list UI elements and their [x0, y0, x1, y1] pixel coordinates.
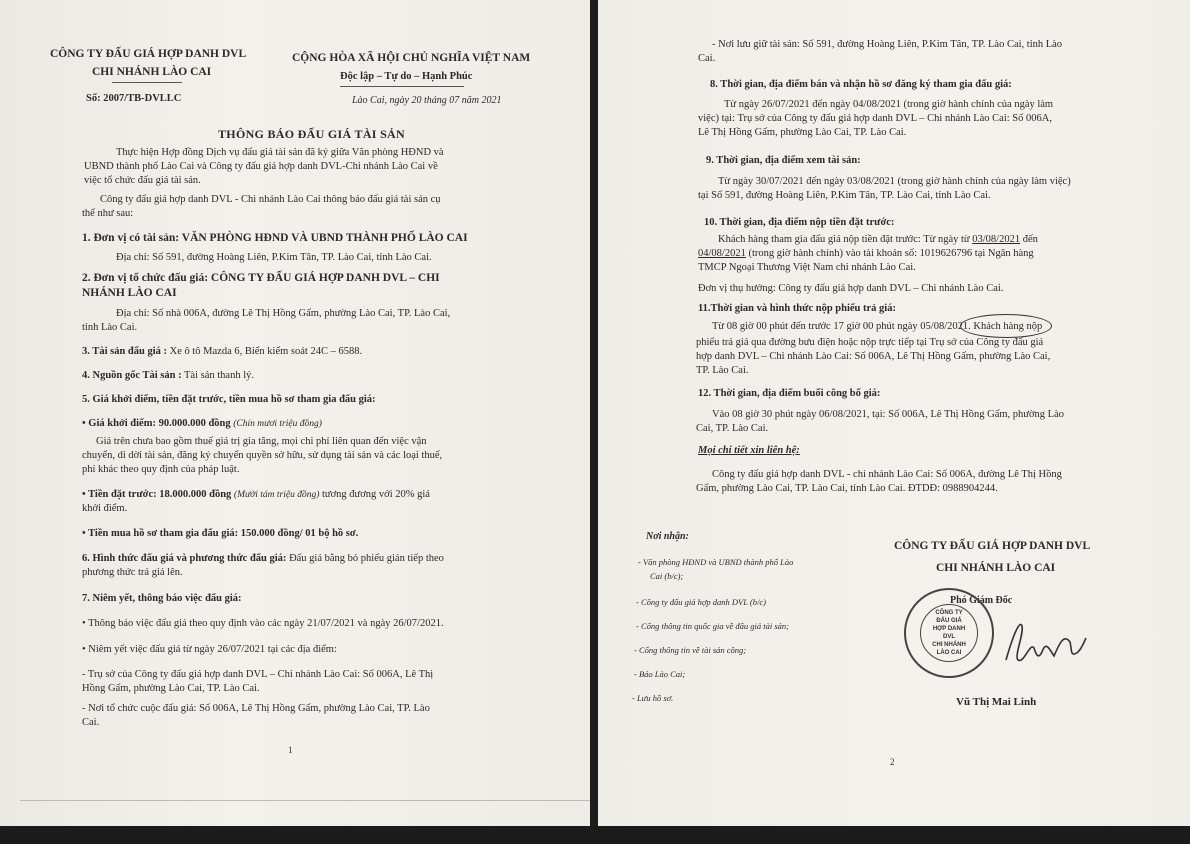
section-11-text: TP. Lào Cai.	[696, 365, 749, 376]
handwritten-circle	[960, 314, 1052, 338]
section-8-text: việc) tại: Trụ sở của Công ty đấu giá hợp danh DVL – Chi nhánh Lào Cai: Số 006A,	[698, 113, 1052, 124]
section-12-text: Vào 08 giờ 30 phút ngày 06/08/2021, tại: Số 006A, Lê Thị Hồng Gấm, phường Lào	[712, 409, 1064, 420]
intro-line: UBND thành phố Lào Cai và Công ty đấu giá hợp danh DVL-Chi nhánh Lào Cai về	[84, 161, 438, 172]
section-10-text-c: đến	[1022, 234, 1038, 245]
signature-branch: CHI NHÁNH LÀO CAI	[936, 562, 1056, 574]
section-12-title: 12. Thời gian, địa điểm buổi công bố giá:	[698, 388, 881, 399]
section-2-address: Địa chỉ: Số nhà 006A, đường Lê Thị Hồng Gấm, phường Lào Cai, TP. Lào Cai,	[116, 308, 451, 319]
section-7-title: 7. Niêm yết, thông báo việc đấu giá:	[82, 593, 242, 604]
section-10-text: TMCP Ngoại Thương Việt Nam chi nhánh Lào Cai.	[698, 262, 916, 273]
section-2-title: NHÁNH LÀO CAI	[82, 287, 177, 299]
seal-text: CÔNG TY	[935, 610, 963, 616]
signature-role: Phó Giám Đốc	[950, 595, 1013, 606]
recipient-item: - Lưu hồ sơ.	[632, 693, 674, 703]
price-note: chuyển, di dời tài sản, đăng ký chuyển quyền sở hữu, sử dụng tài sản và các loại thuế,	[82, 450, 443, 461]
storage-place: - Nơi lưu giữ tài sản: Số 591, đường Hoàng Liên, P.Kim Tân, TP. Lào Cai, tỉnh Lào	[712, 39, 1063, 50]
price-note: Giá trên chưa bao gồm thuế giá trị gia tăng, mọi chi phí liên quan đến việc vận	[96, 436, 427, 447]
intro-line: thể như sau:	[82, 208, 134, 219]
motto-underline	[340, 86, 464, 87]
recipient-item: - Cổng thông tin về tài sản công;	[634, 645, 747, 655]
section-8-title: 8. Thời gian, địa điểm bán và nhận hồ sơ đăng ký tham gia đấu giá:	[710, 79, 1012, 90]
section-1-address: Địa chỉ: Số 591, đường Hoàng Liên, P.Kim Tân, TP. Lào Cai, tỉnh Lào Cai.	[116, 252, 432, 263]
deposit-words: (Mười tám triệu đồng)	[233, 490, 320, 500]
section-4-detail: Tài sản thanh lý.	[181, 370, 254, 381]
section-10-account: (trong giờ hành chính) vào tài khoản số: 1019626796 tại Ngân hàng	[748, 248, 1034, 259]
deposit	[82, 488, 430, 502]
section-11-text-c: Khách hàng nộp	[973, 321, 1043, 332]
page-number: 2	[890, 757, 895, 767]
section-11-text-a: Từ 08 giờ 00 phút đến trước 17 giờ 00 phút ngày	[712, 321, 918, 332]
recipient-item: - Công ty đấu giá hợp danh DVL (b/c)	[636, 597, 766, 607]
section-12-text: Cai, TP. Lào Cai.	[696, 423, 769, 434]
section-3-label: 3. Tài sản đấu giá :	[82, 346, 167, 357]
posting-place: - Nơi tổ chức cuộc đấu giá: Số 006A, Lê Thị Hồng Gấm, phường Lào Cai, TP. Lào	[82, 703, 430, 714]
dossier-fee: • Tiền mua hồ sơ tham gia đấu giá: 150.000 đồng/ 01 bộ hồ sơ.	[82, 528, 359, 539]
price-note: phí khác theo quy định của pháp luật.	[82, 464, 240, 475]
deposit-line-2: khởi điểm.	[82, 503, 128, 514]
section-11-text: hợp danh DVL – Chi nhánh Lào Cai: Số 006A, Lê Thị Hồng Gấm, phường Lào Cai,	[696, 351, 1051, 362]
document-page-1	[0, 0, 590, 844]
section-10-text-a: Khách hàng tham gia đấu giá nộp tiền đặt trước: Từ ngày từ	[718, 234, 970, 245]
section-5-title: 5. Giá khởi điểm, tiền đặt trước, tiền mua hồ sơ tham gia đấu giá:	[82, 394, 376, 405]
seal-text: HỢP DANH	[932, 626, 966, 632]
contact-text: Gấm, phường Lào Cai, TP. Lào Cai, tỉnh Lào Cai. ĐTDĐ: 0988904244.	[696, 483, 998, 494]
storage-place: Cai.	[698, 53, 716, 64]
posting-place: Cai.	[82, 717, 100, 728]
notice-bullet: • Niêm yết việc đấu giá từ ngày 26/07/2021 tại các địa điểm:	[82, 644, 337, 655]
deposit-tail: tương đương với 20% giá	[322, 489, 430, 500]
page-number: 1	[288, 745, 293, 755]
seal-text: CHI NHÁNH	[932, 642, 966, 648]
section-6-text: Đấu giá bằng bỏ phiếu gián tiếp theo	[289, 553, 444, 564]
section-3-asset	[82, 345, 362, 358]
deposit-start-date: 03/08/2021	[972, 234, 1021, 245]
posting-place: Hồng Gấm, phường Lào Cai, TP. Lào Cai.	[82, 683, 260, 694]
handwritten-signature	[1000, 612, 1090, 672]
section-9-text: tại Số 591, đường Hoàng Liên, P.Kim Tân, TP. Lào Cai, tỉnh Lào Cai.	[698, 190, 991, 201]
document-page-2	[598, 0, 1190, 844]
section-4-origin	[82, 369, 254, 382]
section-8-text: Từ ngày 26/07/2021 đến ngày 04/08/2021 (trong giờ hành chính của ngày làm	[724, 99, 1054, 110]
section-8-text: Lê Thị Hồng Gấm, phường Lào Cai, TP. Lào Cai.	[698, 127, 907, 138]
recipient-item: - Báo Lào Cai;	[634, 669, 686, 679]
deposit-end-date: 04/08/2021	[698, 248, 746, 259]
starting-price-value: • Giá khởi điểm: 90.000.000 đồng	[82, 418, 231, 429]
bid-deadline-date: 05/08/2021.	[920, 321, 971, 332]
contact-text: Công ty đấu giá hợp danh DVL - chi nhánh Lào Cai: Số 006A, đường Lê Thị Hồng	[712, 469, 1062, 480]
section-4-label: 4. Nguồn gốc Tài sản :	[82, 370, 182, 381]
company-name: CÔNG TY ĐẤU GIÁ HỢP DANH DVL	[50, 48, 247, 60]
section-1-title: 1. Đơn vị có tài sản: VĂN PHÒNG HĐND VÀ UBND THÀNH PHỐ LÀO CAI	[82, 232, 468, 244]
recipients-title: Nơi nhận:	[646, 531, 689, 542]
section-11-text: phiếu trả giá qua đường bưu điện hoặc nộp trực tiếp tại Trụ sở của Công ty đấu giá	[696, 337, 1044, 348]
section-3-detail: Xe ô tô Mazda 6, Biển kiểm soát 24C – 6588.	[167, 346, 363, 357]
deposit-value: • Tiền đặt trước: 18.000.000 đồng	[82, 489, 232, 500]
beneficiary: Đơn vị thụ hưởng: Công ty đấu giá hợp danh DVL – Chi nhánh Lào Cai.	[698, 283, 1004, 294]
seal-text: ĐẤU GIÁ	[936, 618, 962, 624]
signature-company: CÔNG TY ĐẤU GIÁ HỢP DANH DVL	[894, 540, 1091, 552]
recipient-item: - Cổng thông tin quốc gia về đấu giá tài sản;	[636, 621, 789, 631]
intro-line: việc tổ chức đấu giá tài sản.	[84, 175, 201, 186]
header-underline	[112, 82, 182, 83]
section-6-title: 6. Hình thức đấu giá và phương thức đấu giá:	[82, 553, 287, 564]
contact-title: Mọi chi tiết xin liên hệ:	[698, 445, 800, 456]
section-10-text	[698, 247, 1034, 260]
branch-name: CHI NHÁNH LÀO CAI	[92, 66, 212, 78]
nation-motto: Độc lập – Tự do – Hạnh Phúc	[340, 71, 473, 82]
intro-line: Thực hiện Hợp đồng Dịch vụ đấu giá tài sản đã ký giữa Văn phòng HĐND và	[116, 147, 444, 158]
recipient-item: - Văn phòng HĐND và UBND thành phố Lào	[638, 557, 794, 567]
notice-bullet: • Thông báo việc đấu giá theo quy định vào các ngày 21/07/2021 và ngày 26/07/2021.	[82, 618, 444, 629]
signer-name: Vũ Thị Mai Linh	[956, 696, 1037, 708]
section-9-text: Từ ngày 30/07/2021 đến ngày 03/08/2021 (trong giờ hành chính của ngày làm việc)	[718, 176, 1071, 187]
intro-line: Công ty đấu giá hợp danh DVL - Chi nhánh Lào Cai thông báo đấu giá tài sản cụ	[100, 194, 441, 205]
background-strip	[0, 826, 1190, 844]
seal-text: DVL	[943, 634, 955, 640]
section-6	[82, 552, 444, 565]
starting-price-words: (Chín mươi triệu đồng)	[233, 419, 322, 429]
starting-price	[82, 417, 322, 431]
seal-text: LÀO CAI	[936, 650, 962, 656]
section-10-title: 10. Thời gian, địa điểm nộp tiền đặt trước:	[704, 217, 895, 228]
section-10-text	[718, 233, 1038, 246]
section-6-line-2: phương thức trả giá lên.	[82, 567, 183, 578]
document-title: THÔNG BÁO ĐẤU GIÁ TÀI SẢN	[218, 127, 405, 141]
nation-title: CỘNG HÒA XÃ HỘI CHỦ NGHĨA VIỆT NAM	[292, 52, 531, 64]
place-date: Lào Cai, ngày 20 tháng 07 năm 2021	[352, 95, 502, 106]
section-11-title: 11.Thời gian và hình thức nộp phiếu trả giá:	[698, 303, 896, 314]
recipient-item: Cai (b/c);	[650, 571, 684, 581]
posting-place: - Trụ sở của Công ty đấu giá hợp danh DVL – Chi nhánh Lào Cai: Số 006A, Lê Thị	[82, 669, 434, 680]
section-2-address: tỉnh Lào Cai.	[82, 322, 138, 333]
page-fold	[20, 800, 590, 801]
section-2-title: 2. Đơn vị tổ chức đấu giá: CÔNG TY ĐẤU GIÁ HỢP DANH DVL – CHI	[82, 272, 440, 284]
company-seal	[904, 588, 994, 678]
document-number: Số: 2007/TB-DVLLC	[86, 93, 182, 104]
section-9-title: 9. Thời gian, địa điểm xem tài sản:	[706, 155, 861, 166]
